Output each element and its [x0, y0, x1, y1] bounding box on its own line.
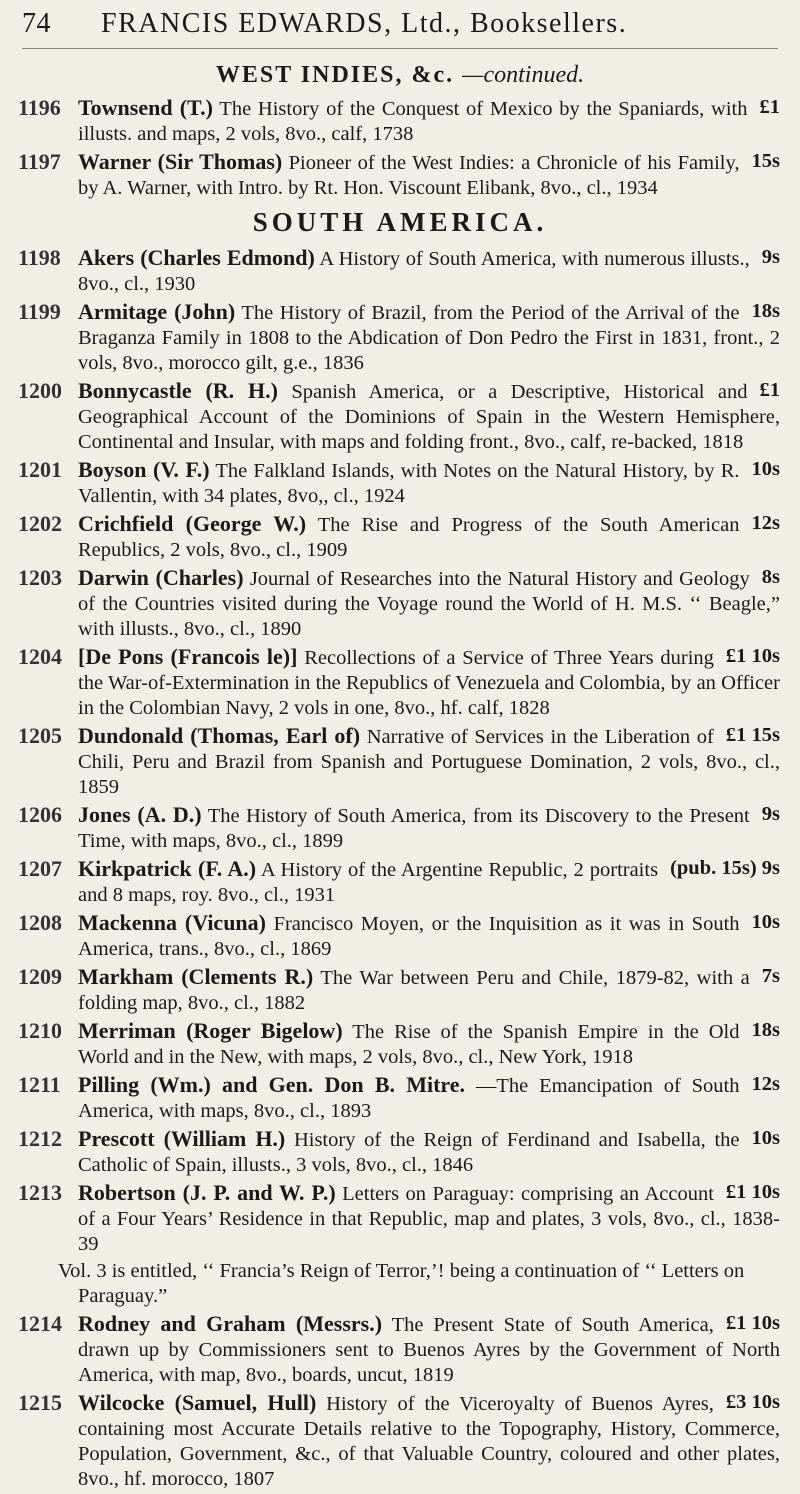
entry-author: Crichfield (George W.)	[78, 511, 307, 536]
entry-author: Darwin (Charles)	[78, 565, 244, 590]
entry-description: A History of South America, with numerous illusts., 8vo., cl., 1930	[78, 248, 750, 295]
entries-south-america	[0, 245, 800, 1257]
entry-price: £1	[759, 379, 780, 401]
catalogue-entry	[0, 378, 800, 455]
section-continued: —continued.	[462, 62, 585, 88]
entry-author: Pilling (Wm.) and Gen. Don B. Mitre.	[78, 1072, 466, 1097]
entry-author: Mackenna (Vicuna)	[78, 910, 266, 935]
lot-number: 1203	[18, 565, 62, 590]
entry-description: Narrative of Services in the Liberation of Chili, Peru and Brazil from Spanish and Portuguese Domination, 2 vols, 8vo., cl., 1859	[78, 726, 780, 798]
entry-price: 9s	[761, 803, 780, 825]
catalogue-entry	[0, 1018, 800, 1070]
catalogue-entries	[0, 95, 800, 1494]
entry-price: 7s	[761, 965, 780, 987]
catalogue-entry	[0, 457, 800, 509]
entry-price: 15s	[751, 150, 780, 172]
entries-south-america-cont	[0, 1311, 800, 1492]
entry-author: Townsend (T.)	[78, 95, 213, 120]
catalogue-entry	[0, 511, 800, 563]
catalogue-entry	[0, 644, 800, 721]
entry-description: Pioneer of the West Indies: a Chronicle of his Family, by A. Warner, with Intro. by Rt. Hon. Viscount Elibank, 8vo., cl., 1934	[78, 152, 740, 199]
entry-price: £1 10s	[725, 645, 780, 667]
lot-number: 1213	[18, 1180, 62, 1205]
entry-price: 18s	[751, 300, 780, 322]
entry-description: Francisco Moyen, or the Inquisition as it was in South America, trans., 8vo., cl., 1869	[78, 913, 740, 960]
entry-description: Recollections of a Service of Three Years during the War-of-Extermination in the Republics of Venezuela and Colombia, by an Officer in the Colombian Navy, 2 vols in one, 8vo., hf. calf, 1828	[78, 647, 780, 719]
section-title-south-america: SOUTH AMERICA.	[252, 207, 548, 237]
catalogue-entry	[0, 95, 800, 147]
catalogue-entry	[0, 299, 800, 376]
entry-description: A History of the Argentine Republic, 2 portraits and 8 maps, roy. 8vo., cl., 1931	[78, 859, 659, 906]
entry-author: Dundonald (Thomas, Earl of)	[78, 723, 361, 748]
entry-price: (pub. 15s) 9s	[670, 857, 780, 879]
entry-price: 10s	[751, 911, 780, 933]
entry-description: The History of the Conquest of Mexico by the Spaniards, with illusts. and maps, 2 vols, 8vo., calf, 1738	[78, 98, 748, 145]
entry-author: Prescott (William H.)	[78, 1126, 286, 1151]
catalogue-entry	[0, 1126, 800, 1178]
entry-price: 12s	[751, 1073, 780, 1095]
entry-description: The Falkland Islands, with Notes on the Natural History, by R. Vallentin, with 34 plates, 8vo,, cl., 1924	[78, 460, 740, 507]
entry-description: Journal of Researches into the Natural History and Geology of the Countries visited during the Voyage round the World of H. M.S. ‘‘ Beagle,” with illusts., 8vo., cl., 1890	[78, 568, 780, 640]
catalogue-entry	[0, 723, 800, 800]
entry-price: £1 15s	[725, 724, 780, 746]
lot-number: 1208	[18, 910, 62, 935]
entry-description: The History of Brazil, from the Period of the Arrival of the Braganza Family in 1808 to the Abdication of Don Pedro the First in 1831, front., 2 vols, 8vo., morocco gilt, g.e., 1836	[78, 302, 780, 374]
entry-description: History of the Reign of Ferdinand and Isabella, the Catholic of Spain, illusts., 3 vols, 8vo., cl., 1846	[78, 1129, 740, 1176]
catalogue-entry	[0, 802, 800, 854]
entry-price: £3 10s	[725, 1391, 780, 1413]
entry-price: £1	[759, 96, 780, 118]
lot-number: 1204	[18, 644, 62, 669]
lot-number: 1202	[18, 511, 62, 536]
catalogue-entry	[0, 565, 800, 642]
entry-price: 18s	[751, 1019, 780, 1041]
entry-description: History of the Viceroyalty of Buenos Ayres, containing most Accurate Details relative to the Topography, History, Commerce, Population, Government, &c., of that Valuable Country, coloured and other plates, 8vo., hf. morocco, 1807	[78, 1393, 780, 1490]
entry-price: £1 10s	[725, 1181, 780, 1203]
entry-price: £1 10s	[725, 1312, 780, 1334]
entry-author: Bonnycastle (R. H.)	[78, 378, 278, 403]
lot-number: 1214	[18, 1311, 62, 1336]
entry-description: The War between Peru and Chile, 1879-82, with a folding map, 8vo., cl., 1882	[78, 967, 750, 1014]
entry-author: Akers (Charles Edmond)	[78, 245, 315, 270]
entries-west-indies	[0, 95, 800, 201]
entry-price: 8s	[761, 566, 780, 588]
entry-author: Warner (Sir Thomas)	[78, 149, 283, 174]
lot-number: 1207	[18, 856, 62, 881]
lot-number: 1211	[18, 1072, 61, 1097]
page-header	[22, 8, 778, 52]
section-title-west-indies	[0, 62, 800, 89]
volume-note: Vol. 3 is entitled, ‘‘ Francia’s Reign of Terror,’! being a continuation of ‘‘ Letters on Paraguay.”	[58, 1260, 745, 1307]
entry-author: Boyson (V. F.)	[78, 457, 210, 482]
entry-author: Robertson (J. P. and W. P.)	[78, 1180, 336, 1205]
entry-price: 12s	[751, 512, 780, 534]
lot-number: 1197	[18, 149, 61, 174]
catalogue-entry	[0, 964, 800, 1016]
header-rule	[22, 48, 778, 49]
entry-price: 9s	[761, 246, 780, 268]
lot-number: 1198	[18, 245, 61, 270]
catalogue-entry	[0, 149, 800, 201]
lot-number: 1196	[18, 95, 61, 120]
lot-number: 1212	[18, 1126, 62, 1151]
section-title-text: WEST INDIES, &c.	[215, 62, 455, 88]
lot-number: 1205	[18, 723, 62, 748]
entry-description: Spanish America, or a Descriptive, Historical and Geographical Account of the Dominions of Spain in the Western Hemisphere, Continental and Insular, with maps and folding front., 8vo., calf, re-backed, 1818	[78, 381, 780, 453]
entry-author: Rodney and Graham (Messrs.)	[78, 1311, 383, 1336]
lot-number: 1201	[18, 457, 62, 482]
catalogue-entry	[0, 1072, 800, 1124]
entry-description: The History of South America, from its Discovery to the Present Time, with maps, 8vo., cl., 1899	[78, 805, 750, 852]
catalogue-entry	[0, 1180, 800, 1257]
entry-author: [De Pons (Francois le)]	[78, 644, 298, 669]
lot-number: 1199	[18, 299, 61, 324]
lot-number: 1200	[18, 378, 62, 403]
entry-description: The Rise and Progress of the South American Republics, 2 vols, 8vo., cl., 1909	[78, 514, 740, 561]
publisher-title: FRANCIS EDWARDS, Ltd., Booksellers.	[101, 8, 628, 39]
lot-number: 1215	[18, 1390, 62, 1415]
catalogue-entry	[0, 1311, 800, 1388]
entry-price: 10s	[751, 458, 780, 480]
entry-author: Merriman (Roger Bigelow)	[78, 1018, 343, 1043]
page-number: 74	[22, 8, 51, 39]
entry-author: Kirkpatrick (F. A.)	[78, 856, 257, 881]
catalogue-entry	[0, 910, 800, 962]
catalogue-entry	[0, 245, 800, 297]
entry-price: 10s	[751, 1127, 780, 1149]
entry-description: Letters on Paraguay: comprising an Account of a Four Years’ Residence in that Republic, map and plates, 3 vols, 8vo., cl., 1838-39	[78, 1183, 780, 1255]
catalogue-entry	[0, 856, 800, 908]
entry-description: The Rise of the Spanish Empire in the Old World and in the New, with maps, 2 vols, 8vo., cl., New York, 1918	[78, 1021, 740, 1068]
catalogue-entry	[0, 1390, 800, 1492]
entry-description: The Present State of South America, drawn up by Commissioners sent to Buenos Ayres by the Government of North America, with map, 8vo., boards, uncut, 1819	[78, 1314, 780, 1386]
entry-description: —The Emancipation of South America, with maps, 8vo., cl., 1893	[78, 1075, 740, 1122]
lot-number: 1210	[18, 1018, 62, 1043]
lot-number: 1209	[18, 964, 62, 989]
entry-author: Armitage (John)	[78, 299, 236, 324]
entry-author: Wilcocke (Samuel, Hull)	[78, 1390, 317, 1415]
lot-number: 1206	[18, 802, 62, 827]
entry-author: Markham (Clements R.)	[78, 964, 314, 989]
entry-author: Jones (A. D.)	[78, 802, 202, 827]
